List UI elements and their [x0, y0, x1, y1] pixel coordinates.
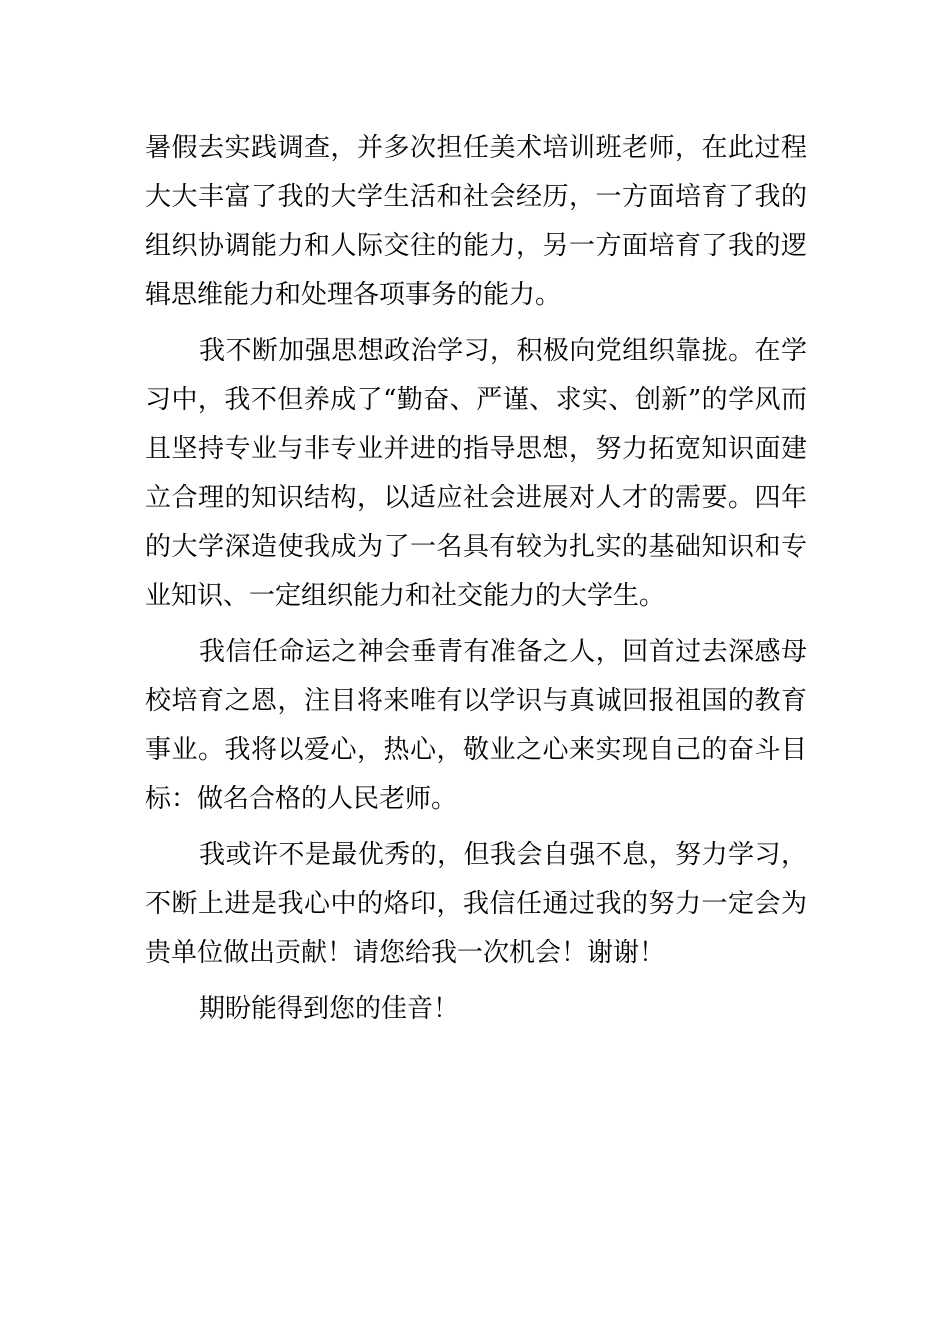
- paragraph-closing: 期盼能得到您的佳音！: [199, 994, 460, 1024]
- paragraph-request-opportunity: 我或许不是最优秀的，但我会自强不息，努力学习，不断上进是我心中的烙印，我信任通过我的努力一定会为贵单位做出贡献！请您给我一次机会！谢谢！: [145, 840, 807, 968]
- paragraph-career-goal: 我信任命运之神会垂青有准备之人，回首过去深感母校培育之恩，注目将来唯有以学识与真诚回报祖国的教育事业。我将以爱心，热心，敬业之心来实现自己的奋斗目标：做名合格的人民老师。: [145, 637, 807, 814]
- document-body: [145, 124, 807, 1041]
- paragraph-practice-experience: 暑假去实践调查，并多次担任美术培训班老师，在此过程大大丰富了我的大学生活和社会经历，一方面培育了我的组织协调能力和人际交往的能力，另一方面培育了我的逻辑思维能力和处理各项事务的能力。: [145, 133, 807, 310]
- paragraph-political-study: 我不断加强思想政治学习，积极向党组织靠拢。在学习中，我不但养成了“勤奋、严谨、求实、创新”的学风而且坚持专业与非专业并进的指导思想，努力拓宽知识面建立合理的知识结构，以适应社会进展对人才的需要。四年的大学深造使我成为了一名具有较为扎实的基础知识和专业知识、一定组织能力和社交能力的大学生。: [145, 336, 807, 611]
